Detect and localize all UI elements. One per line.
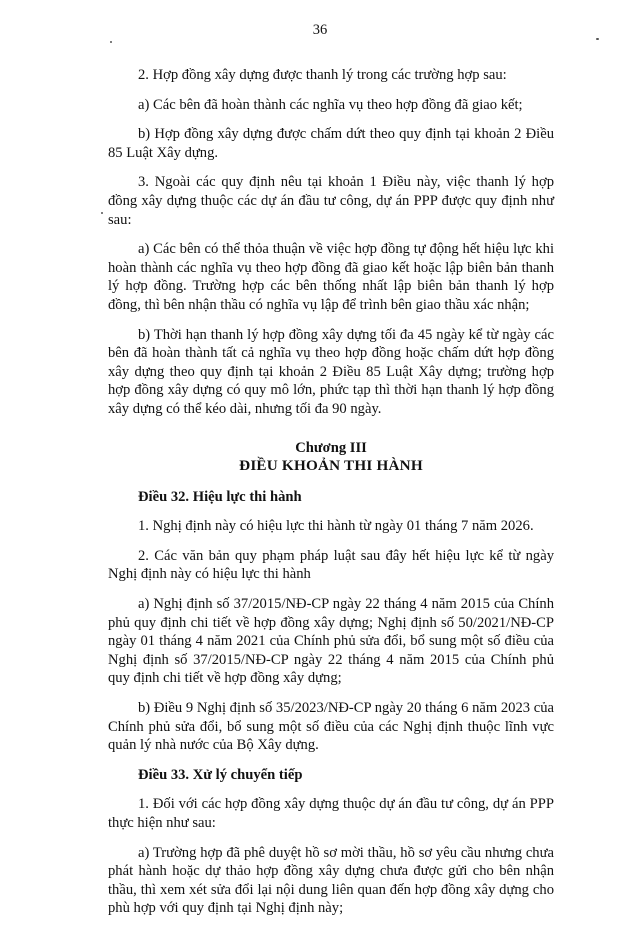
clause-3b: b) Thời hạn thanh lý hợp đồng xây dựng tối đa 45 ngày kể từ ngày các bên đã hoàn thành tất cả nghĩa vụ theo hợp đồng hoặc chấm dứt hợp đồng xây dựng theo quy định tại khoản 2 Điều 85 Luật Xây dựng; trường hợp hợp đồng xây dựng có quy mô lớn, phức tạp thì thời hạn thanh lý hợp đồng xây dựng có thể kéo dài, nhưng tối đa 90 ngày. (108, 326, 554, 417)
article-32-clause-1: 1. Nghị định này có hiệu lực thi hành từ ngày 01 tháng 7 năm 2026. (138, 518, 534, 535)
article-32-clause-2: 2. Các văn bản quy phạm pháp luật sau đây hết hiệu lực kể từ ngày Nghị định này có hiệu lực thi hành (108, 547, 554, 583)
document-body (108, 66, 554, 929)
page-number: 36 (312, 22, 328, 38)
article-33-clause-1a: a) Trường hợp đã phê duyệt hồ sơ mời thầu, hồ sơ yêu cầu nhưng chưa phát hành hoặc dự thảo hợp đồng xây dựng chưa được gửi cho bên nhận thầu, thì xem xét sửa đổi lại nội dung liên quan đến hợp đồng xây dựng cho phù hợp với quy định tại Nghị định này; (108, 844, 554, 917)
clause-2a: a) Các bên đã hoàn thành các nghĩa vụ theo hợp đồng đã giao kết; (138, 96, 523, 113)
article-33-clause-1: 1. Đối với các hợp đồng xây dựng thuộc dự án đầu tư công, dự án PPP thực hiện như sau: (108, 796, 554, 831)
clause-2: 2. Hợp đồng xây dựng được thanh lý trong các trường hợp sau: (138, 67, 507, 83)
clause-3a: a) Các bên có thể thỏa thuận về việc hợp đồng tự động hết hiệu lực khi hoàn thành các nghĩa vụ theo hợp đồng đã giao kết hoặc lập biên bản thanh lý hợp đồng. Trường hợp các bên thống nhất lập biên bản thanh lý hợp đồng, thì bên nhận thầu có nghĩa vụ lập để trình bên giao thầu xác nhận; (108, 241, 554, 313)
article-32-clause-2b: b) Điều 9 Nghị định số 35/2023/NĐ-CP ngày 20 tháng 6 năm 2023 của Chính phủ sửa đổi, bổ sung một số điều của các Nghị định thuộc lĩnh vực quản lý nhà nước của Bộ Xây dựng. (108, 700, 554, 754)
chapter-label: Chương III (295, 439, 367, 456)
clause-2b: b) Hợp đồng xây dựng được chấm dứt theo quy định tại khoản 2 Điều 85 Luật Xây dựng. (108, 126, 554, 161)
scan-speck (110, 41, 112, 43)
article-32-clause-2a: a) Nghị định số 37/2015/NĐ-CP ngày 22 tháng 4 năm 2015 của Chính phủ quy định chi tiết về hợp đồng xây dựng; Nghị định số 50/2021/NĐ-CP ngày 01 tháng 4 năm 2021 của Chính phủ sửa đổi, bổ sung một số điều của Nghị định số 37/2015/NĐ-CP ngày 22 tháng 4 năm 2015 của Chính phủ quy định chi tiết về hợp đồng xây dựng; (108, 596, 554, 687)
scan-speck (101, 212, 103, 214)
clause-3: 3. Ngoài các quy định nêu tại khoản 1 Điều này, việc thanh lý hợp đồng xây dựng thuộc các dự án đầu tư công, dự án PPP được quy định như sau: (108, 174, 554, 228)
article-33-heading: Điều 33. Xử lý chuyển tiếp (138, 766, 303, 783)
chapter-heading (108, 439, 554, 476)
article-32-heading: Điều 32. Hiệu lực thi hành (138, 488, 302, 505)
chapter-title: ĐIỀU KHOẢN THI HÀNH (239, 457, 423, 475)
scan-speck (596, 38, 599, 40)
